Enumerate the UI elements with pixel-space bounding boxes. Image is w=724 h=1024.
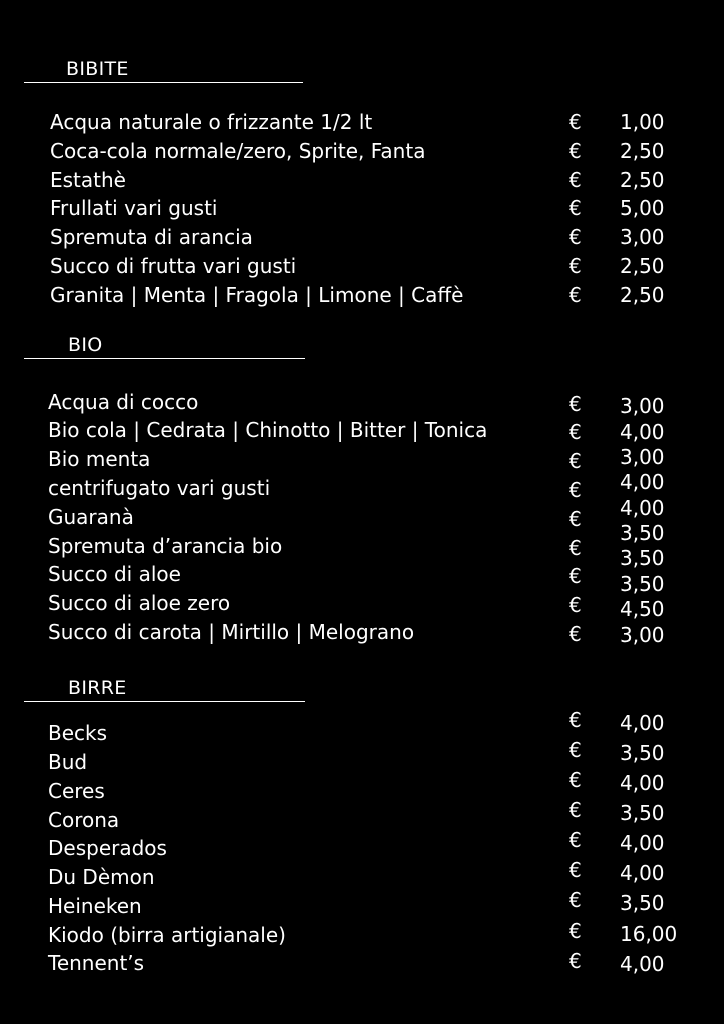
menu-item-price: 3,00 bbox=[620, 394, 665, 418]
euro-sign: € bbox=[569, 949, 582, 973]
euro-sign: € bbox=[569, 110, 582, 134]
menu-item-name: Coca-cola normale/zero, Sprite, Fanta bbox=[50, 139, 426, 163]
menu-item-price: 1,00 bbox=[620, 110, 665, 134]
menu-item-name: Kiodo (birra artigianale) bbox=[48, 923, 286, 947]
menu-item-price: 3,50 bbox=[620, 546, 665, 570]
menu-item-price: 3,50 bbox=[620, 741, 665, 765]
menu-item-price: 5,00 bbox=[620, 196, 665, 220]
euro-sign: € bbox=[569, 449, 582, 473]
euro-sign: € bbox=[569, 828, 582, 852]
menu-item-price: 3,50 bbox=[620, 572, 665, 596]
menu-item-name: Ceres bbox=[48, 779, 105, 803]
euro-sign: € bbox=[569, 536, 582, 560]
euro-sign: € bbox=[569, 738, 582, 762]
menu-item-price: 2,50 bbox=[620, 139, 665, 163]
menu-item-name: Du Dèmon bbox=[48, 865, 155, 889]
euro-sign: € bbox=[569, 768, 582, 792]
menu-item-price: 4,00 bbox=[620, 711, 665, 735]
euro-sign: € bbox=[569, 225, 582, 249]
menu-item-name: Estathè bbox=[50, 168, 126, 192]
euro-sign: € bbox=[569, 139, 582, 163]
menu-item-price: 4,00 bbox=[620, 831, 665, 855]
menu-item-price: 4,00 bbox=[620, 496, 665, 520]
menu-item-price: 3,00 bbox=[620, 445, 665, 469]
menu-item-name: Succo di frutta vari gusti bbox=[50, 254, 297, 278]
section-divider bbox=[24, 701, 305, 702]
menu-item-price: 3,00 bbox=[620, 225, 665, 249]
euro-sign: € bbox=[569, 196, 582, 220]
euro-sign: € bbox=[569, 798, 582, 822]
menu-item-price: 2,50 bbox=[620, 168, 665, 192]
euro-sign: € bbox=[569, 168, 582, 192]
euro-sign: € bbox=[569, 392, 582, 416]
menu-item-name: Granita | Menta | Fragola | Limone | Caffè bbox=[50, 283, 464, 307]
menu-item-price: 4,00 bbox=[620, 861, 665, 885]
menu-item-name: Becks bbox=[48, 721, 108, 745]
menu-item-name: Acqua naturale o frizzante 1/2 lt bbox=[50, 110, 373, 134]
menu-item-price: 4,00 bbox=[620, 771, 665, 795]
section-title: BIO bbox=[68, 334, 103, 356]
euro-sign: € bbox=[569, 507, 582, 531]
euro-sign: € bbox=[569, 254, 582, 278]
menu-item-price: 2,50 bbox=[620, 254, 665, 278]
menu-item-name: Spremuta di arancia bbox=[50, 225, 253, 249]
menu-item-name: Succo di aloe bbox=[48, 562, 181, 586]
section-divider bbox=[24, 358, 305, 359]
section-divider bbox=[24, 82, 303, 83]
menu-item-price: 3,50 bbox=[620, 801, 665, 825]
menu-item-name: centrifugato vari gusti bbox=[48, 476, 271, 500]
menu-item-name: Desperados bbox=[48, 836, 167, 860]
menu-item-name: Bio cola | Cedrata | Chinotto | Bitter | Tonica bbox=[48, 418, 488, 442]
menu-item-name: Spremuta d’arancia bio bbox=[48, 534, 283, 558]
menu-item-price: 3,50 bbox=[620, 891, 665, 915]
section-title: BIRRE bbox=[68, 677, 127, 699]
euro-sign: € bbox=[569, 888, 582, 912]
menu-item-price: 3,00 bbox=[620, 623, 665, 647]
menu-item-name: Succo di aloe zero bbox=[48, 591, 231, 615]
menu-item-price: 4,00 bbox=[620, 470, 665, 494]
menu-item-price: 16,00 bbox=[620, 922, 678, 946]
menu-item-name: Corona bbox=[48, 808, 120, 832]
euro-sign: € bbox=[569, 283, 582, 307]
menu-item-price: 2,50 bbox=[620, 283, 665, 307]
menu-item-name: Guaranà bbox=[48, 505, 134, 529]
euro-sign: € bbox=[569, 622, 582, 646]
menu-item-name: Bio menta bbox=[48, 447, 151, 471]
menu-item-price: 4,00 bbox=[620, 952, 665, 976]
euro-sign: € bbox=[569, 564, 582, 588]
menu-item-name: Heineken bbox=[48, 894, 142, 918]
menu-item-name: Frullati vari gusti bbox=[50, 196, 218, 220]
menu-item-name: Tennent’s bbox=[48, 951, 145, 975]
menu-item-name: Succo di carota | Mirtillo | Melograno bbox=[48, 620, 415, 644]
menu-item-price: 4,00 bbox=[620, 420, 665, 444]
menu-item-price: 3,50 bbox=[620, 521, 665, 545]
euro-sign: € bbox=[569, 919, 582, 943]
section-title: BIBITE bbox=[66, 58, 129, 80]
menu-item-name: Acqua di cocco bbox=[48, 390, 199, 414]
euro-sign: € bbox=[569, 420, 582, 444]
euro-sign: € bbox=[569, 708, 582, 732]
euro-sign: € bbox=[569, 478, 582, 502]
menu-item-price: 4,50 bbox=[620, 597, 665, 621]
euro-sign: € bbox=[569, 593, 582, 617]
menu-item-name: Bud bbox=[48, 750, 88, 774]
euro-sign: € bbox=[569, 858, 582, 882]
